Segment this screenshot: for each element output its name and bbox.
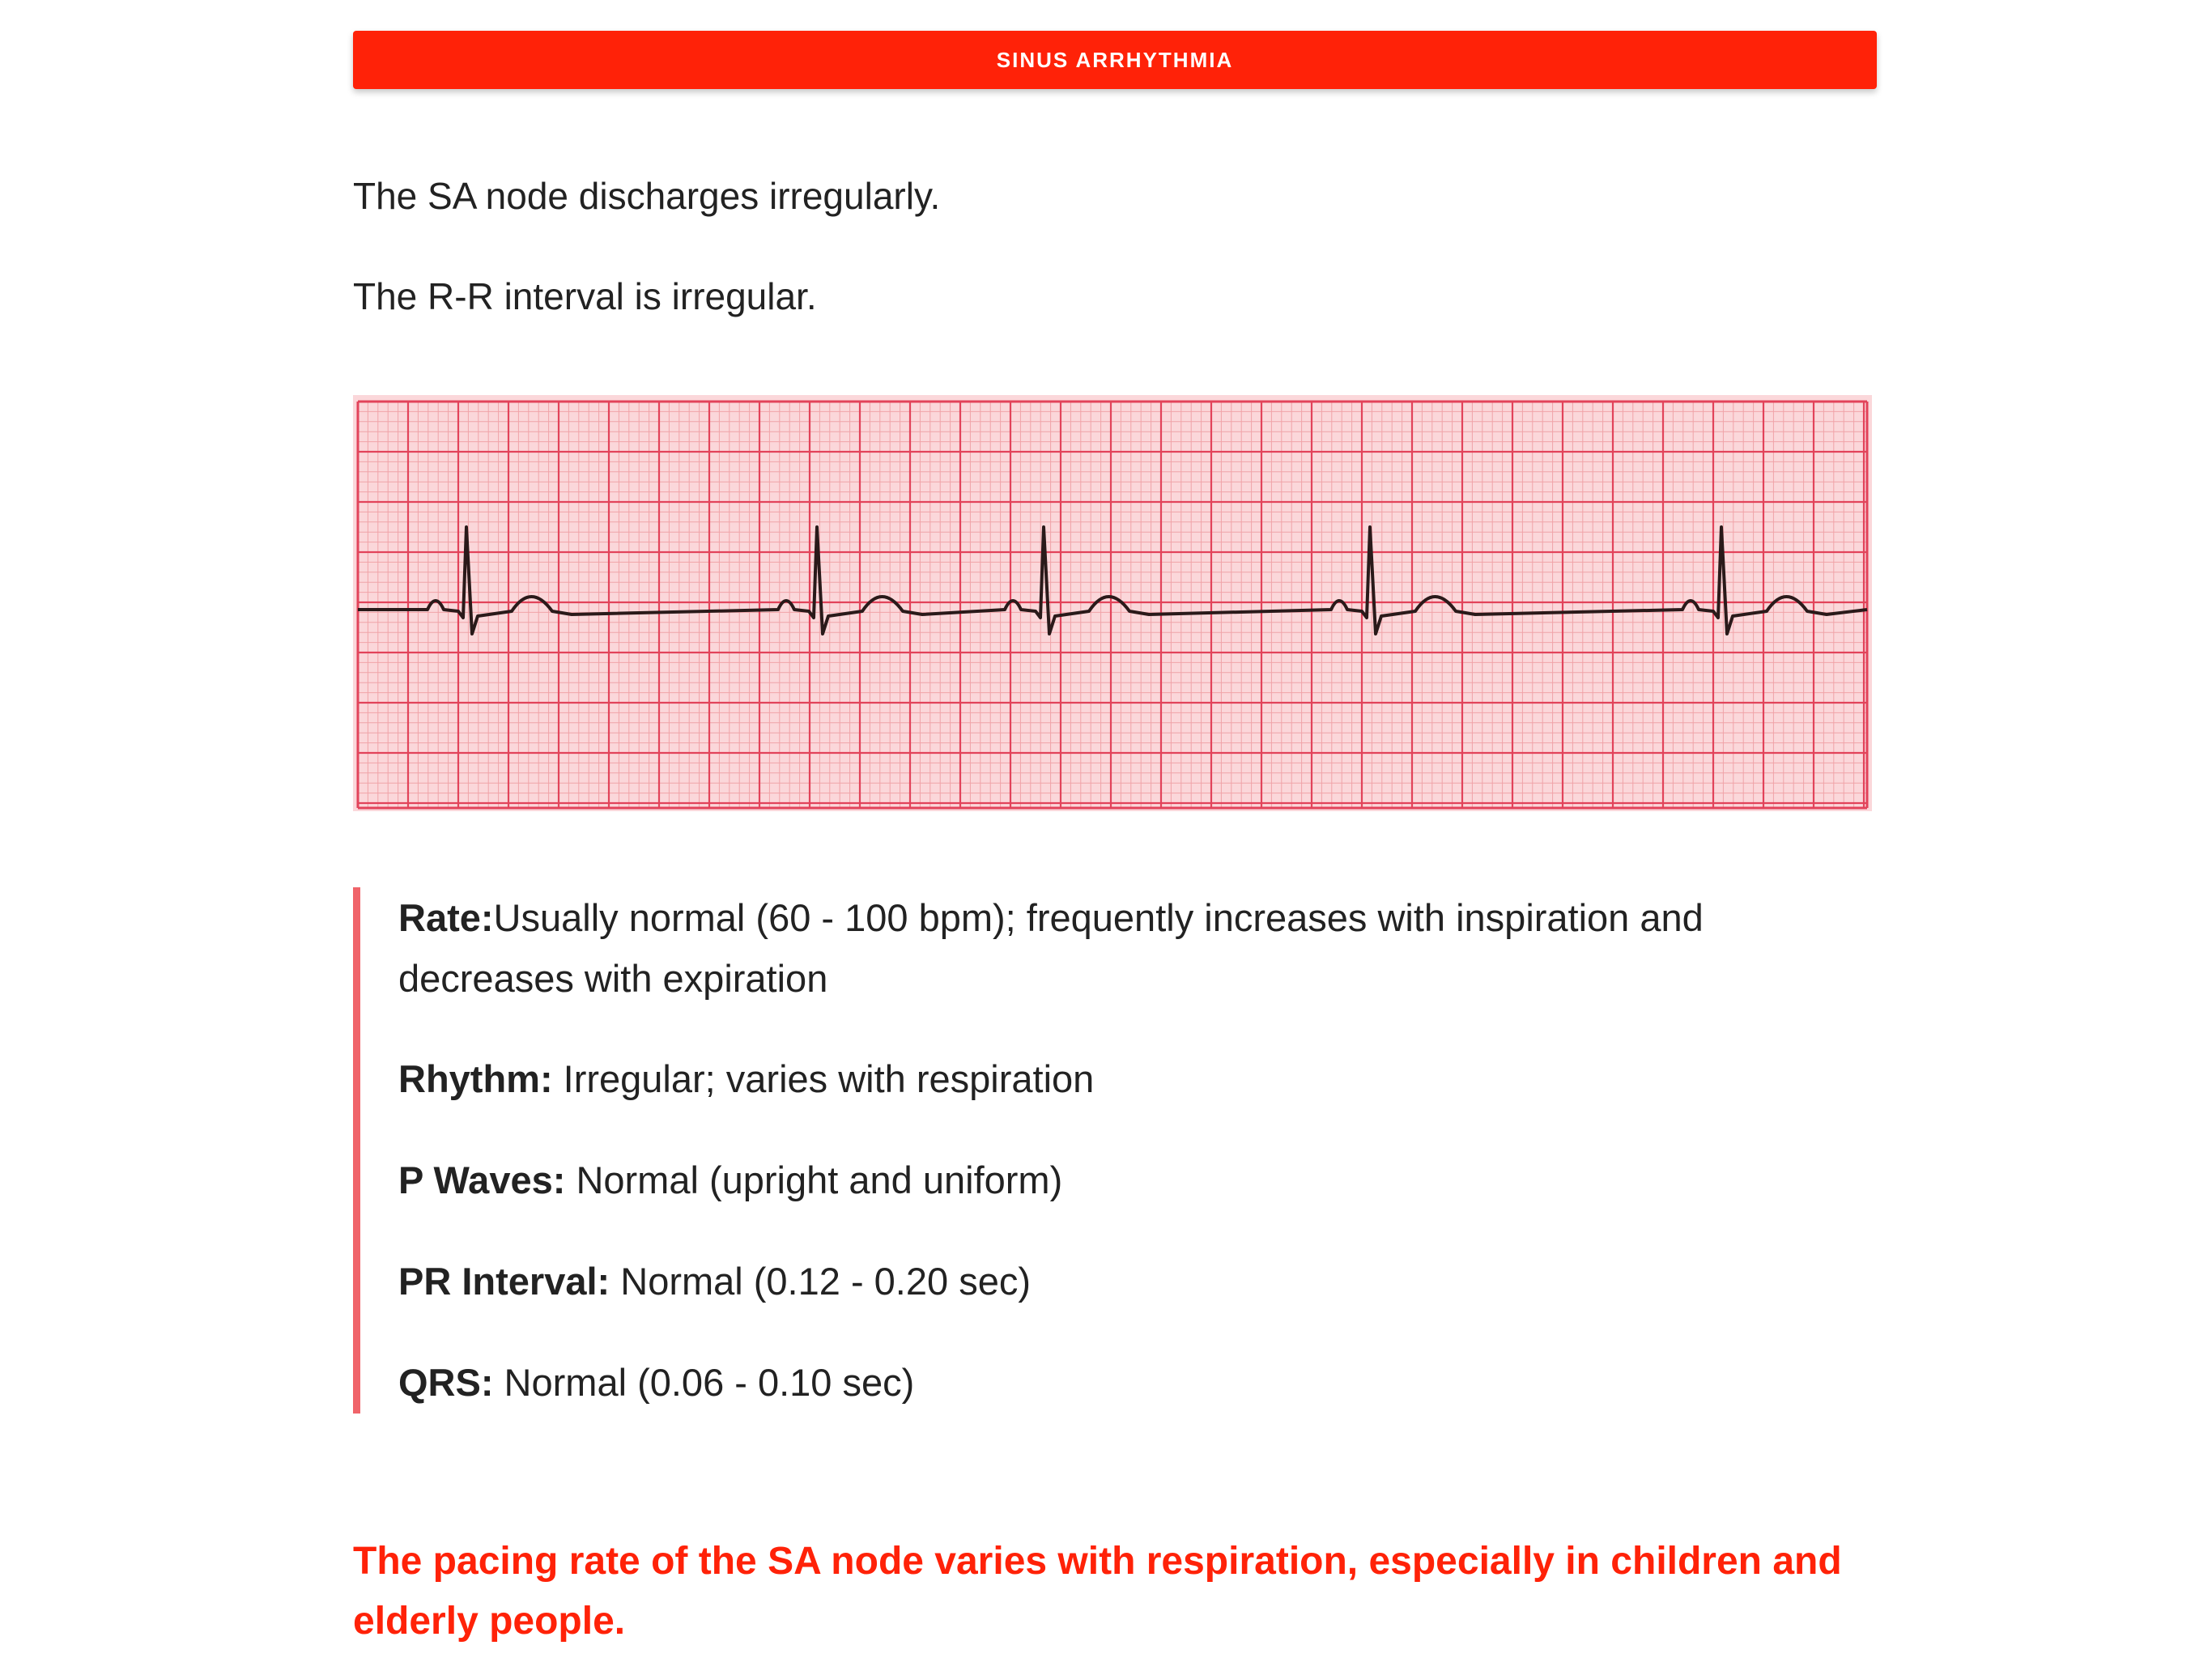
section-header-bar	[353, 31, 1877, 89]
highlight-note: The pacing rate of the SA node varies with respiration, especially in children and elderly people.	[353, 1540, 1842, 1643]
criterion-rhythm	[398, 1048, 1823, 1109]
criterion-pr-interval-value: Normal (0.12 - 0.20 sec)	[610, 1260, 1031, 1303]
criterion-rate-label: Rate:	[398, 896, 494, 939]
ecg-criteria-blockquote	[353, 887, 1877, 1414]
criterion-qrs-label: QRS:	[398, 1361, 494, 1404]
intro-text-rr-interval: The R-R interval is irregular.	[353, 275, 817, 317]
criterion-p-waves-value: Normal (upright and uniform)	[565, 1158, 1063, 1201]
criterion-qrs-value: Normal (0.06 - 0.10 sec)	[493, 1361, 915, 1404]
section-title: SINUS ARRHYTHMIA	[996, 47, 1234, 72]
criterion-qrs	[398, 1352, 1823, 1413]
criterion-rhythm-value: Irregular; varies with respiration	[552, 1057, 1095, 1100]
criterion-rate-value: Usually normal (60 - 100 bpm); frequently increases with inspiration and decreases with expiration	[398, 896, 1704, 1000]
blockquote-accent-bar	[353, 887, 360, 1414]
criterion-rate	[398, 887, 1823, 1009]
intro-text-sa-node: The SA node discharges irregularly.	[353, 175, 941, 217]
criterion-p-waves	[398, 1150, 1823, 1210]
criterion-pr-interval-label: PR Interval:	[398, 1260, 610, 1303]
criterion-pr-interval	[398, 1251, 1823, 1312]
criterion-p-waves-label: P Waves:	[398, 1158, 566, 1201]
criterion-rhythm-label: Rhythm:	[398, 1057, 553, 1100]
ecg-strip-svg	[353, 395, 1872, 811]
ecg-strip-image	[353, 395, 1872, 811]
